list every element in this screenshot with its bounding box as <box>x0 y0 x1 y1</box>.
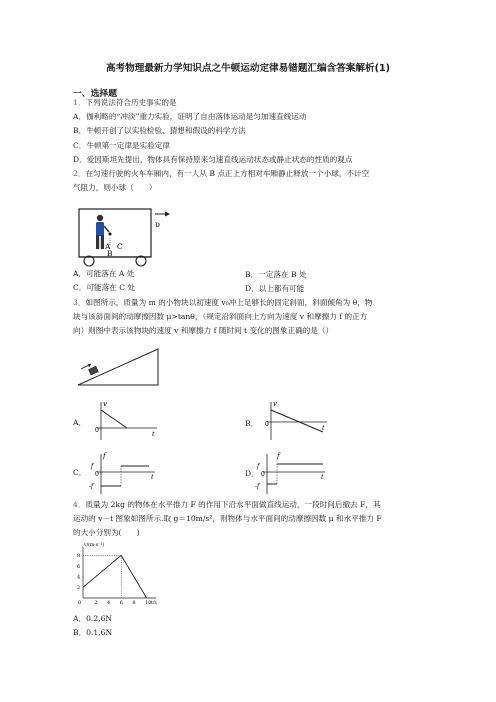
x-tick-label: 10 <box>145 600 152 606</box>
svg-text:v: v <box>273 400 277 408</box>
fig-point-a: A <box>105 242 111 251</box>
q4-stem-3: 的大小分别为( ) <box>73 528 140 537</box>
svg-text:0: 0 <box>95 427 99 434</box>
q3-stem-3: 向）则图中表示该物块的速度 v 和摩擦力 f 随时间 t 变化的图象正确的是（） <box>73 326 334 335</box>
q2-stem-1: 2．在匀速行驶的火车车厢内，有一人从 B 点正上方相对车厢静止释放一个小球，不计空 <box>73 169 370 178</box>
vt-chart <box>73 542 159 606</box>
q1-option-b: B．牛顿开创了以实验检验、猜想和假设的科学方法 <box>73 126 246 135</box>
svg-text:0: 0 <box>261 471 265 478</box>
svg-text:0: 0 <box>265 421 269 428</box>
q3-label-a: A． <box>73 418 87 427</box>
y-tick-label: 4 <box>77 574 81 581</box>
incline-figure <box>73 345 163 390</box>
q1-stem: 1．下列说法符合历史事实的是 <box>73 98 177 107</box>
q1-option-c: C．牛顿第一定律是实验定律 <box>73 141 170 150</box>
q4-stem-1: 4．质量为 2kg 的物体在水平推力 F 的作用下沿水平面做直线运动，一段时间后撤去 F，其 <box>73 500 381 509</box>
y-tick-label: 2 <box>77 585 81 592</box>
svg-text:f: f <box>257 463 260 470</box>
svg-text:-f: -f <box>255 483 260 490</box>
q1-option-a: A．伽利略的“冲淡”重力实验，证明了自由落体运动是匀加速直线运动 <box>73 112 307 121</box>
q3-graph-c <box>89 450 159 496</box>
svg-text:f: f <box>91 463 94 470</box>
q3-label-c: C． <box>73 468 87 477</box>
svg-text:t: t <box>322 424 325 432</box>
q2-option-a: A．可能落在 A 处 <box>73 269 135 278</box>
y-tick-label: 6 <box>77 563 81 570</box>
q3-number: 3． <box>73 298 86 307</box>
fig-velocity-label: υ <box>155 220 160 229</box>
x-tick-label: 8 <box>132 600 136 606</box>
svg-text:f: f <box>103 452 106 460</box>
q3-stem-1: 3．如图所示，质量为 m 的小物块以初速度 v₀冲上足够长的固定斜面，斜面倾角为 θ，物 <box>73 298 373 307</box>
q2-stem-2: 气阻力，则小球（ ） <box>73 183 157 192</box>
fig-point-b: B <box>107 249 113 258</box>
svg-text:0: 0 <box>95 471 99 478</box>
q4-stem-2: 运动的 v－t 图象如图所示.取 g＝10m/s²，则物体与水平面间的动摩擦因数 μ 和水平推力 F <box>73 514 382 523</box>
svg-text:v: v <box>103 400 107 408</box>
x-tick-label: 4 <box>106 600 111 606</box>
svg-text:-f: -f <box>89 483 94 490</box>
section-heading: 一、选择题 <box>73 89 117 99</box>
svg-text:t: t <box>152 430 155 438</box>
y-axis-label: v/(m·s⁻¹) <box>84 543 105 548</box>
q1-number: 1． <box>73 98 86 107</box>
q3-label-b: B． <box>245 419 259 428</box>
q2-option-d: D．以上都有可能 <box>245 284 305 293</box>
svg-text:t: t <box>321 473 324 481</box>
svg-text:f: f <box>277 452 280 460</box>
q3-graph-a <box>93 398 159 444</box>
svg-text:t: t <box>151 473 154 481</box>
q2-option-b: B．一定落在 B 处 <box>245 270 307 279</box>
y-tick-label: 8 <box>77 553 81 560</box>
train-carriage-figure <box>73 205 173 267</box>
q4-option-a: A．0.2,6N <box>73 614 113 623</box>
x-tick-label: 2 <box>94 600 98 606</box>
x-tick-label: 6 <box>119 600 123 606</box>
page-title: 高考物理最新力学知识点之牛顿运动定律易错题汇编含答案解析(1) <box>105 63 391 74</box>
q3-stem-2: 块与该斜面间的动摩擦因数 μ>tanθ，（规定沿斜面向上方向为速度 v 和摩擦力 f 的正方 <box>73 312 368 321</box>
q4-option-b: B．0.1,6N <box>73 628 113 637</box>
origin-label: 0 <box>78 600 82 606</box>
vt-series-line <box>83 555 147 598</box>
q3-graph-b <box>263 398 329 444</box>
q4-number: 4． <box>73 500 86 509</box>
q2-option-c: C．可能落在 C 处 <box>73 283 136 292</box>
fig-point-c: C <box>117 242 123 251</box>
q3-label-d: D． <box>245 469 259 478</box>
x-axis-label: t/s <box>151 601 157 606</box>
q3-graph-d <box>255 450 329 496</box>
q2-number: 2． <box>73 169 86 178</box>
q1-option-d: D．爱因斯坦先提出，物体具有保持原来匀速直线运动状态或静止状态的性质的观点 <box>73 155 353 164</box>
